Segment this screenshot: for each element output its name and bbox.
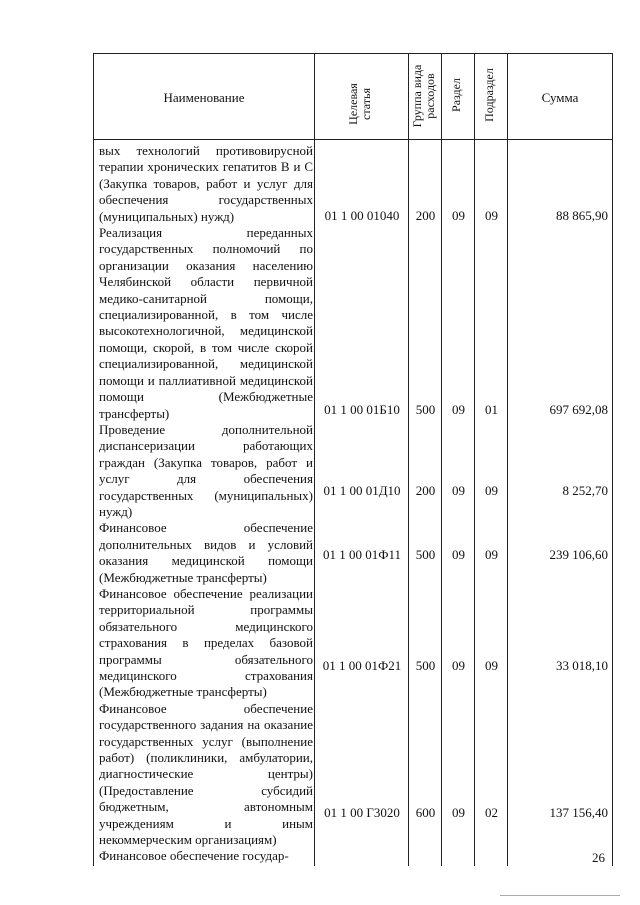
row-name: Реализация переданных государственных полномочий по организации оказания населению Челябинской области первичной медико-санитарной помощи, специализированной, в том числе высокотехнологичной, медицинской помощи, скорой, в том числе скорой специализированной, медицинской помощи и паллиативной медицинской помощи (Межбюджетные трансферты) [99,225,313,421]
header-sum: Сумма [541,90,579,105]
row-code: 01 1 00 Г3020 [324,805,400,820]
row-group: 200 [415,483,436,498]
row-sum: 697 692,08 [549,402,608,417]
page-number: 26 [592,850,605,865]
row-group: 600 [415,805,436,820]
column-divider [474,54,475,866]
row-sum: 239 106,60 [549,547,608,562]
header-target-article: Целевая статья [346,83,373,125]
row-sum: 137 156,40 [549,805,608,820]
header-name: Наименование [163,90,245,105]
budget-table [93,53,613,866]
column-divider [408,54,409,866]
row-subsection: 09 [485,483,498,498]
row-name: Финансовое обеспечение государ- [99,848,289,864]
row-section: 09 [452,547,465,562]
row-subsection: 09 [485,208,498,223]
row-section: 09 [452,805,465,820]
name-column [99,143,313,865]
row-name: вых технологий противовирусной терапии хронических гепатитов В и С (Закупка товаров, работ и услуг для обеспечения государственных (муниципальных) нужд) [99,143,313,224]
row-group: 500 [415,547,436,562]
row-code: 01 1 00 01Ф11 [322,547,402,562]
row-name: Проведение дополнительной диспансеризации работающих граждан (Закупка товаров, работ и услуг для обеспечения государственных (муниципальных) нужд) [99,421,313,519]
column-divider [314,54,315,866]
row-sum: 88 865,90 [556,208,608,223]
column-divider [441,54,442,866]
row-code: 01 1 00 01Б10 [324,402,400,417]
row-code: 01 1 00 01040 [324,208,400,223]
row-subsection: 09 [485,547,498,562]
scan-edge-line [500,895,620,896]
row-code: 01 1 00 01Ф21 [322,658,402,673]
header-expense-group: Группа вида расходов [410,64,437,128]
header-section: Раздел [449,78,463,112]
column-divider [507,54,508,866]
row-code: 01 1 00 01Д10 [323,483,401,498]
row-section: 09 [452,208,465,223]
row-group: 500 [415,658,436,673]
row-name: Финансовое обеспечение дополнительных видов и условий оказания медицинской помощи (Межбюджетные трансферты) [99,520,313,585]
row-section: 09 [452,402,465,417]
row-sum: 8 252,70 [562,483,608,498]
row-section: 09 [452,483,465,498]
row-subsection: 01 [485,402,498,417]
row-name: Финансовое обеспечение реализации территориальной программы обязательного медицинского страхования в пределах базовой программы обязательного медицинского страхования (Межбюджетные трансферты) [99,585,313,700]
row-subsection: 09 [485,658,498,673]
row-sum: 33 018,10 [556,658,608,673]
row-group: 200 [415,208,436,223]
row-group: 500 [415,402,436,417]
row-subsection: 02 [485,805,498,820]
row-section: 09 [452,658,465,673]
header-subsection: Подраздел [482,68,496,122]
row-name: Финансовое обеспечение государственного задания на оказание государственных услуг (выполнение работ) (поликлиники, амбулатории, диагностические центры) (Предоставление субсидий бюджетным, автономным учреждениям и иным некоммерческим организациям) [99,700,313,848]
